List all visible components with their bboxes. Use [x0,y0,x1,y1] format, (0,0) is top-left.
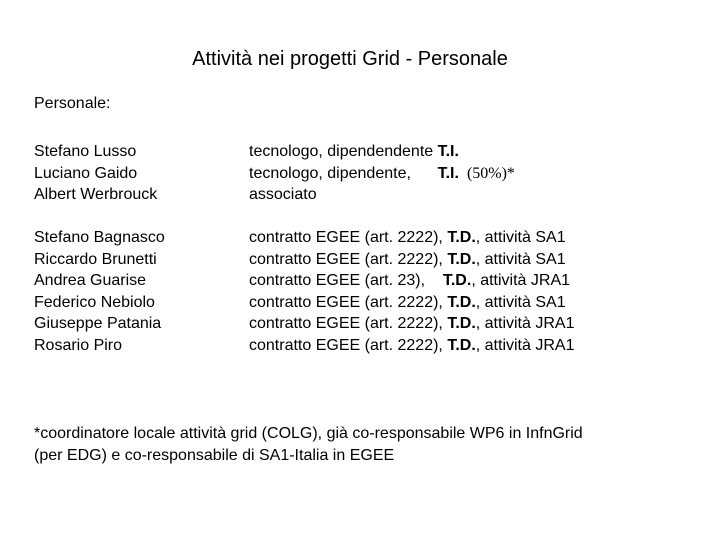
staff-group-permanent [34,141,515,206]
footnote-line: *coordinatore locale attività grid (COLG), già co-responsabile WP6 in InfnGrid [34,425,583,442]
staff-name: Andrea Guarise [34,272,147,289]
footnote [34,423,684,467]
staff-name: Stefano Bagnasco [34,229,165,246]
staff-name: Stefano Lusso [34,143,137,160]
staff-role: contratto EGEE (art. 2222), T.D., attività SA1 [249,229,566,246]
footnote-line: (per EDG) e co-responsabile di SA1-Italia in EGEE [34,447,395,464]
staff-name: Federico Nebiolo [34,293,155,311]
staff-row [34,184,515,206]
staff-row [34,163,515,185]
staff-row [34,227,574,249]
staff-name: Luciano Gaido [34,164,138,182]
staff-name: Albert Werbrouck [34,186,158,203]
staff-name: Riccardo Brunetti [34,250,157,268]
staff-role: associato [249,186,317,203]
staff-name: Rosario Piro [34,336,123,354]
staff-role: contratto EGEE (art. 2222), T.D., attività SA1 [249,293,566,311]
slide-title: Attività nei progetti Grid - Personale [192,48,508,70]
staff-role: tecnologo, dipendente, T.I. (50%)* [249,164,515,182]
staff-row [34,292,574,314]
staff-role: contratto EGEE (art. 23), T.D., attività JRA1 [249,272,571,289]
section-label: Personale: [34,95,111,112]
staff-role: contratto EGEE (art. 2222), T.D., attività JRA1 [249,315,575,332]
staff-role: tecnologo, dipendendente T.I. [249,143,459,160]
staff-row [34,141,515,163]
staff-row [34,249,574,271]
staff-role: contratto EGEE (art. 2222), T.D., attività SA1 [249,250,566,268]
staff-row [34,335,574,357]
staff-row [34,270,574,292]
staff-role: contratto EGEE (art. 2222), T.D., attività JRA1 [249,336,575,354]
staff-name: Giuseppe Patania [34,315,162,332]
staff-group-contract [34,227,574,356]
staff-row [34,313,574,335]
